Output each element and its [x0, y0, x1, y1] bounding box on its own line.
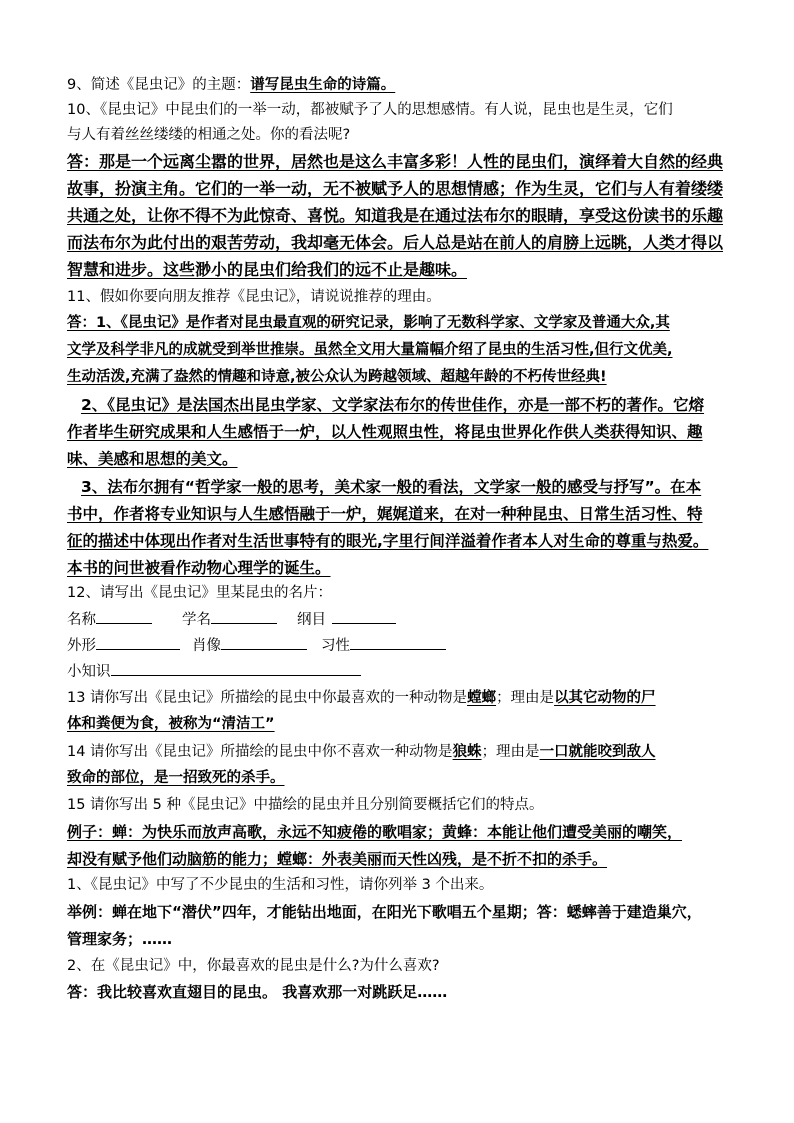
q12-row2 — [67, 635, 446, 656]
q11-answer-line4: 2、《昆虫记》是法国杰出昆虫学家、文学家法布尔的传世佳作，亦是一部不朽的著作。它熔 — [81, 396, 705, 414]
name-label: 名称 — [67, 612, 96, 628]
tips-blank — [111, 661, 361, 676]
portrait-blank — [221, 635, 307, 650]
extra1-answer-line2: 管理家务；…… — [67, 930, 173, 948]
q14-reason-label: ；理由是 — [481, 744, 540, 760]
shape-blank — [96, 635, 180, 650]
q9-line — [67, 75, 395, 95]
q10-answer-line4: 而法布尔为此付出的艰苦劳动，我却毫无体会。后人总是站在前人的肩膀上远眺，人类才得以 — [67, 233, 724, 252]
shape-label: 外形 — [67, 638, 96, 654]
q13-line1 — [67, 688, 656, 708]
q10-question-line2: 与人有着丝丝缕缕的相通之处。你的看法呢? — [67, 127, 351, 143]
order-label: 纲目 — [297, 612, 326, 628]
habit-blank — [350, 635, 446, 650]
q12-question: 12、请写出《昆虫记》里某昆虫的名片： — [67, 585, 332, 601]
q11-answer-line9: 征的描述中体现出作者对生活世事特有的眼光,字里行间洋溢着作者本人对生命的尊重与热爱。 — [67, 532, 709, 550]
q14-reason-part1: 一口就能咬到敌人 — [539, 744, 656, 760]
q12-row1 — [67, 609, 396, 630]
extra2-question: 2、在《昆虫记》中，你最喜欢的昆虫是什么?为什么喜欢? — [67, 958, 440, 974]
q10-answer-line1: 答：那是一个远离尘嚣的世界，居然也是这么丰富多彩！人性的昆虫们，演绎着大自然的经典 — [67, 152, 724, 171]
q11-answer-line3: 生动活泼,充满了盎然的情趣和诗意,被公众认为跨越领域、超越年龄的不朽传世经典! — [67, 369, 607, 385]
q9-question: 9、简述《昆虫记》的主题： — [67, 77, 251, 93]
q13-reason-part2: 体和粪便为食，被称为“清洁工” — [67, 716, 275, 732]
q11-answer-line8: 书中，作者将专业知识与人生感悟融于一炉，娓娓道来，在对一种种昆虫、日常生活习性、特 — [67, 505, 703, 523]
q11-answer-line1: 答：1、《昆虫记》是作者对昆虫最直观的研究记录，影响了无数科学家、文学家及普通大众,其 — [67, 315, 670, 331]
habit-label: 习性 — [321, 638, 350, 654]
q14-reason-part2: 致命的部位，是一招致死的杀手。 — [67, 770, 285, 786]
sci-blank — [211, 609, 277, 624]
q10-answer-line3: 共通之处，让你不得不为此惊奇、喜悦。知道我是在通过法布尔的眼睛，享受这份读书的乐趣 — [67, 206, 724, 225]
q11-answer-line5: 作者毕生研究成果和人生感悟于一炉，以人性观照虫性，将昆虫世界化作供人类获得知识、趣 — [67, 423, 703, 441]
q11-answer-line7: 3、法布尔拥有“哲学家一般的思考，美术家一般的看法，文学家一般的感受与抒写”。在本 — [81, 478, 702, 496]
q15-answer-line1: 例子：蝉：为快乐而放声高歌，永远不知疲倦的歌唱家；黄蜂：本能让他们遭受美丽的嘲笑， — [67, 823, 683, 841]
order-blank — [332, 609, 396, 624]
q13-insect: 螳螂 — [467, 690, 497, 706]
name-blank — [96, 609, 152, 624]
q13-reason-part1: 以其它动物的尸 — [554, 690, 656, 706]
q9-answer: 谱写昆虫生命的诗篇。 — [250, 77, 396, 93]
q15-question: 15 请你写出 5 种《昆虫记》中描绘的昆虫并且分别简要概括它们的特点。 — [67, 797, 544, 813]
tips-label: 小知识 — [67, 664, 111, 680]
portrait-label: 肖像 — [192, 638, 221, 654]
q13-question: 13 请你写出《昆虫记》所描绘的昆虫中你最喜欢的一种动物是 — [67, 690, 468, 706]
q10-answer-line2: 故事，扮演主角。它们的一举一动，无不被赋予人的思想情感；作为生灵，它们与人有着缕缕 — [67, 179, 724, 198]
q10-answer-line5: 智慧和进步。这些渺小的昆虫们给我们的远不止是趣味。 — [67, 260, 468, 279]
q14-insect: 狼蛛 — [452, 744, 482, 760]
q13-reason-label: ；理由是 — [496, 690, 555, 706]
q14-question: 14 请你写出《昆虫记》所描绘的昆虫中你不喜欢一种动物是 — [67, 744, 453, 760]
q14-line1 — [67, 742, 656, 762]
q11-question: 11、假如你要向朋友推荐《昆虫记》，请说说推荐的理由。 — [67, 289, 441, 305]
q11-answer-line10: 本书的问世被看作动物心理学的诞生。 — [67, 559, 331, 577]
extra1-answer-line1: 举例：蝉在地下“潜伏”四年，才能钻出地面，在阳光下歌唱五个星期；答：蟋蟀善于建造巢穴， — [67, 903, 702, 921]
extra2-answer: 答：我比较喜欢直翅目的昆虫。 我喜欢那一对跳跃足…… — [67, 983, 448, 1001]
q10-question-line1: 10、《昆虫记》中昆虫们的一举一动，都被赋予了人的思想感情。有人说，昆虫也是生灵，它们 — [67, 102, 673, 118]
q11-answer-line6: 味、美感和思想的美文。 — [67, 450, 238, 468]
extra1-question: 1、《昆虫记》中写了不少昆虫的生活和习性，请你列举 3 个出来。 — [67, 877, 494, 893]
sci-label: 学名 — [182, 612, 211, 628]
q12-row3 — [67, 661, 361, 682]
q11-answer-line2: 文学及科学非凡的成就受到举世推崇。虽然全文用大量篇幅介绍了昆虫的生活习性,但行文优美, — [67, 342, 673, 358]
q15-answer-line2: 却没有赋予他们动脑筋的能力；螳螂：外表美丽而天性凶残，是不折不扣的杀手。 — [67, 850, 608, 868]
